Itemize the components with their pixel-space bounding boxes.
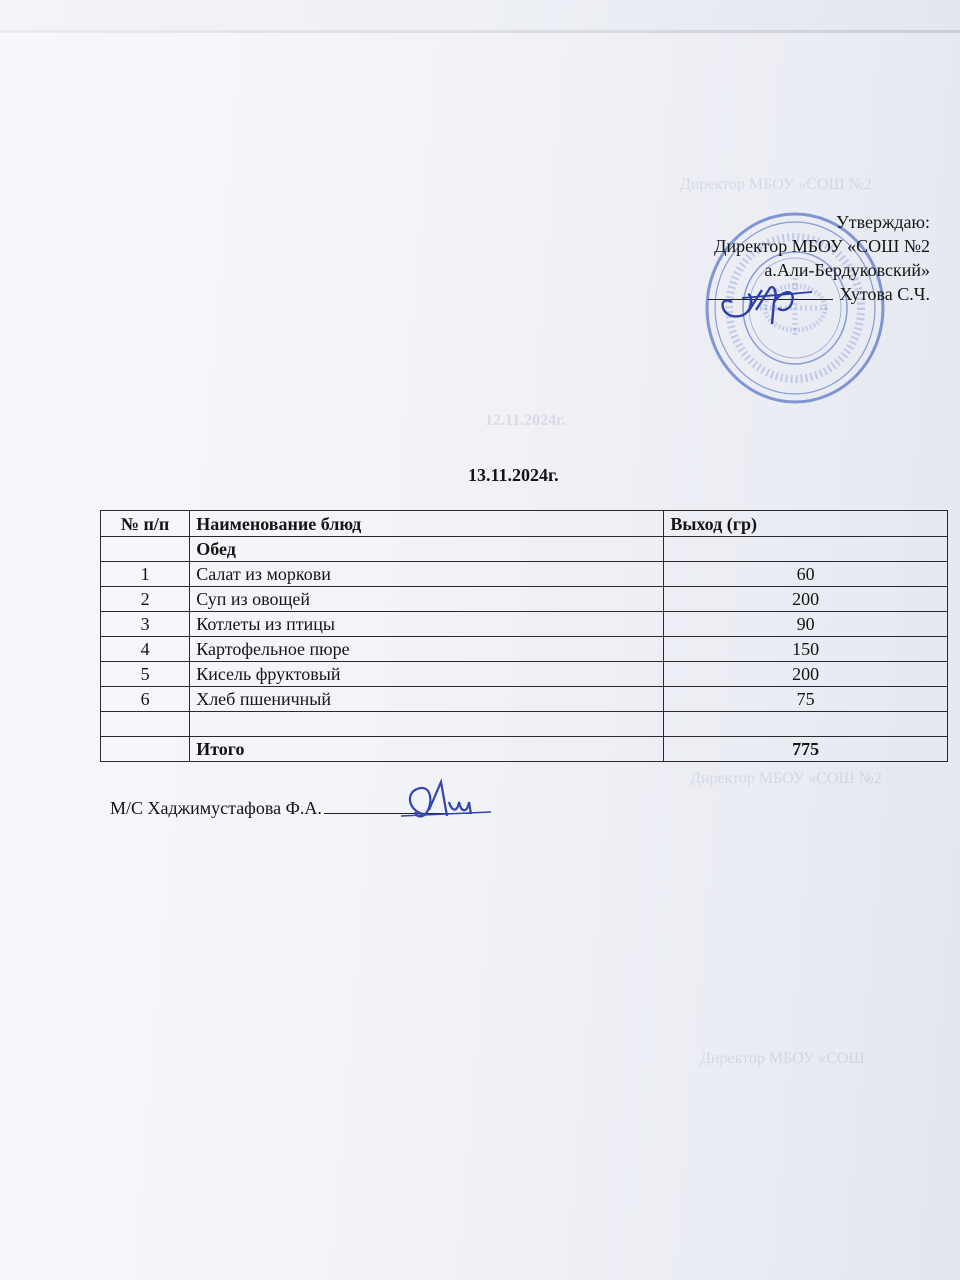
row-number: 1 [101, 562, 190, 587]
show-through-text: 12.11.2024г. [485, 412, 566, 429]
table-cell [664, 712, 948, 737]
nurse-signature [395, 772, 495, 830]
header-dish: Наименование блюд [190, 511, 664, 537]
header-output: Выход (гр) [664, 511, 948, 537]
nurse-name: М/С Хаджимустафова Ф.А. [110, 798, 322, 818]
table-row [101, 562, 948, 587]
row-number: 6 [101, 687, 190, 712]
row-number: 2 [101, 587, 190, 612]
table-cell [664, 537, 948, 562]
table-cell [101, 537, 190, 562]
director-signature [712, 272, 822, 332]
table-cell [101, 712, 190, 737]
table-row [101, 662, 948, 687]
total-label: Итого [190, 737, 664, 762]
table-header-row [101, 511, 948, 537]
row-output: 200 [664, 662, 948, 687]
table-section-row [101, 537, 948, 562]
approval-school: а.Али-Бердуковский» [764, 260, 930, 280]
approval-heading: Утверждаю: [835, 212, 930, 232]
show-through-text: Директор МБОУ «СОШ [700, 1050, 865, 1067]
show-through-text: Директор МБОУ «СОШ №2 [690, 770, 882, 787]
row-output: 200 [664, 587, 948, 612]
table-row [101, 637, 948, 662]
row-dish: Кисель фруктовый [190, 662, 664, 687]
row-dish: Хлеб пшеничный [190, 687, 664, 712]
table-row [101, 687, 948, 712]
section-label: Обед [190, 537, 664, 562]
paper-edge [0, 30, 960, 33]
row-dish: Суп из овощей [190, 587, 664, 612]
table-empty-row [101, 712, 948, 737]
row-output: 90 [664, 612, 948, 637]
row-output: 75 [664, 687, 948, 712]
row-number: 5 [101, 662, 190, 687]
total-value: 775 [664, 737, 948, 762]
approval-position: Директор МБОУ «СОШ №2 [714, 236, 930, 256]
row-dish: Котлеты из птицы [190, 612, 664, 637]
row-output: 150 [664, 637, 948, 662]
table-total-row [101, 737, 948, 762]
row-dish: Салат из моркови [190, 562, 664, 587]
row-dish: Картофельное пюре [190, 637, 664, 662]
menu-table [100, 510, 948, 762]
menu-date: 13.11.2024г. [468, 465, 559, 485]
row-output: 60 [664, 562, 948, 587]
approval-signer: Хутова С.Ч. [839, 284, 930, 304]
show-through-text: Директор МБОУ «СОШ №2 [680, 176, 872, 193]
row-number: 3 [101, 612, 190, 637]
row-number: 4 [101, 637, 190, 662]
table-row [101, 612, 948, 637]
table-cell [101, 737, 190, 762]
table-row [101, 587, 948, 612]
table-cell [190, 712, 664, 737]
header-number: № п/п [101, 511, 190, 537]
